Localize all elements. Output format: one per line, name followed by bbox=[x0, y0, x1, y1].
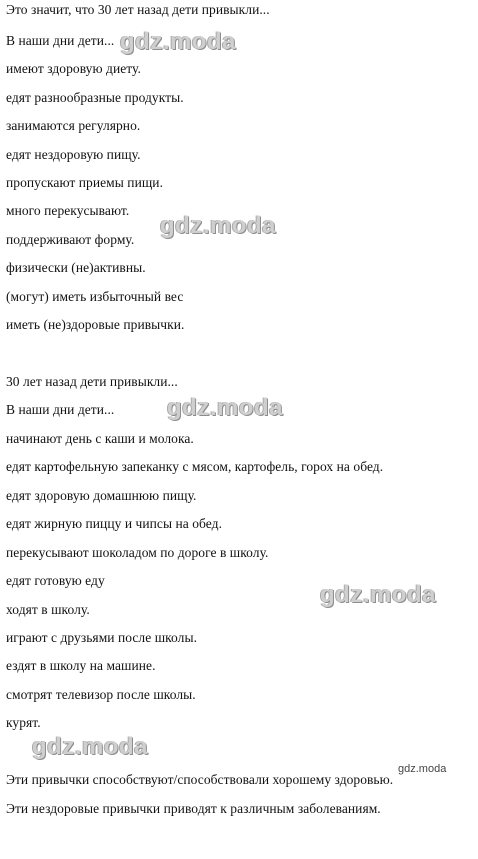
watermark: gdz.moda bbox=[320, 581, 436, 608]
list-item: пропускают приемы пищи. bbox=[6, 175, 163, 190]
list-item: едят картофельную запеканку с мясом, картофель, горох на обед. bbox=[6, 459, 384, 474]
list-item: имеют здоровую диету. bbox=[6, 61, 141, 76]
conclusion-text: Эти привычки способствуют/способствовали хорошему здоровью. bbox=[6, 772, 394, 787]
part1-heading: Это значит, что 30 лет назад дети привыкли... bbox=[6, 2, 270, 17]
list-item: много перекусывают. bbox=[6, 203, 130, 218]
list-item: курят. bbox=[6, 715, 41, 730]
part2-heading: 30 лет назад дети привыкли... bbox=[6, 374, 178, 389]
list-item: ездят в школу на машине. bbox=[6, 658, 156, 673]
list-item: занимаются регулярно. bbox=[6, 118, 141, 133]
list-item: играют с друзьями после школы. bbox=[6, 630, 198, 645]
list-item: едят здоровую домашнюю пищу. bbox=[6, 488, 197, 503]
list-item: едят нездоровую пищу. bbox=[6, 147, 141, 162]
part1-nowadays: В наши дни дети... bbox=[6, 33, 115, 48]
list-item: едят готовую еду bbox=[6, 573, 105, 588]
part2-nowadays: В наши дни дети... bbox=[6, 402, 115, 417]
list-item: иметь (не)здоровые привычки. bbox=[6, 317, 185, 332]
watermark: gdz.moda bbox=[167, 394, 283, 421]
list-item: перекусывают шоколадом по дороге в школу. bbox=[6, 545, 269, 560]
watermark-small: gdz.moda bbox=[398, 763, 447, 775]
list-item: поддерживают форму. bbox=[6, 232, 135, 247]
conclusion-text: Эти нездоровые привычки приводят к различным заболеваниям. bbox=[6, 801, 381, 816]
list-item: (могут) иметь избыточный вес bbox=[6, 289, 184, 304]
list-item: физически (не)активны. bbox=[6, 260, 146, 275]
list-item: смотрят телевизор после школы. bbox=[6, 687, 196, 702]
list-item: начинают день с каши и молока. bbox=[6, 431, 194, 446]
watermark: gdz.moda bbox=[120, 28, 236, 55]
watermark: gdz.moda bbox=[32, 733, 148, 760]
list-item: едят разнообразные продукты. bbox=[6, 90, 184, 105]
watermark: gdz.moda bbox=[160, 212, 276, 239]
list-item: ходят в школу. bbox=[6, 602, 90, 617]
list-item: едят жирную пиццу и чипсы на обед. bbox=[6, 516, 222, 531]
